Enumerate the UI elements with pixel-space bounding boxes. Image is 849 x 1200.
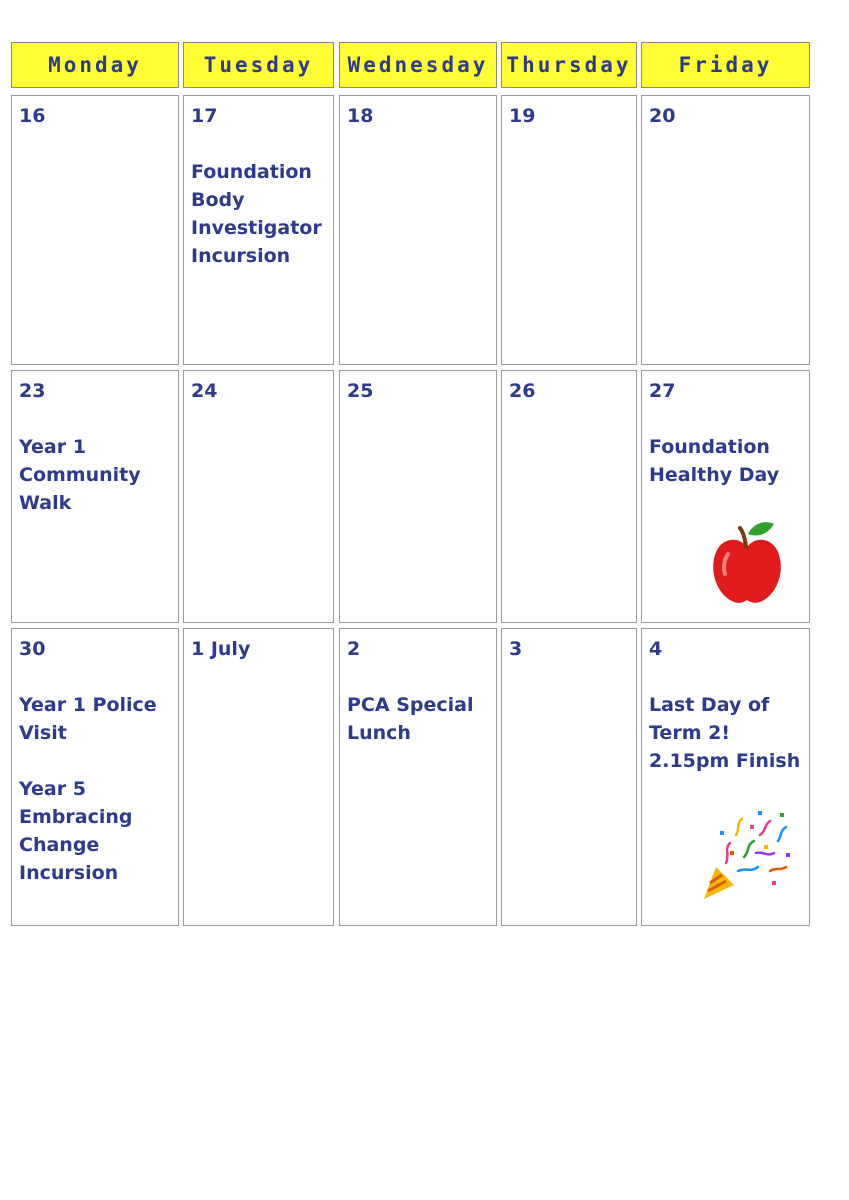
calendar-day-cell — [641, 95, 810, 365]
calendar-day-cell — [501, 370, 637, 623]
day-number: 23 — [19, 380, 46, 402]
event-text: Year 5 Embracing Change Incursion — [19, 778, 133, 884]
weekday-header-tuesday: Tuesday — [183, 42, 334, 88]
day-number: 26 — [509, 380, 536, 402]
calendar-day-cell — [183, 95, 334, 365]
day-number: 1 July — [191, 638, 251, 660]
day-number: 2 — [347, 638, 361, 660]
weekday-header-wednesday: Wednesday — [339, 42, 497, 88]
calendar-day-cell — [183, 370, 334, 623]
calendar-day-cell — [641, 628, 810, 926]
day-number: 16 — [19, 105, 46, 127]
event-text: Year 1 Police Visit — [19, 694, 157, 744]
calendar-day-cell — [183, 628, 334, 926]
calendar-day-cell — [11, 370, 179, 623]
event-text: Last Day of Term 2! 2.15pm Finish — [649, 694, 801, 772]
day-number: 27 — [649, 380, 676, 402]
day-number: 3 — [509, 638, 523, 660]
calendar-day-cell — [11, 628, 179, 926]
event-text: Foundation Healthy Day — [649, 436, 780, 486]
calendar-day-cell — [339, 370, 497, 623]
calendar-day-cell — [501, 95, 637, 365]
day-number: 20 — [649, 105, 676, 127]
calendar-day-cell — [339, 628, 497, 926]
calendar-day-cell — [641, 370, 810, 623]
day-number: 19 — [509, 105, 536, 127]
day-number: 17 — [191, 105, 218, 127]
day-number: 18 — [347, 105, 374, 127]
apple-icon — [708, 516, 786, 606]
day-number: 24 — [191, 380, 218, 402]
calendar-day-cell — [339, 95, 497, 365]
day-number: 30 — [19, 638, 46, 660]
event-text: PCA Special Lunch — [347, 694, 474, 744]
party-popper-icon — [700, 805, 792, 903]
calendar-day-cell — [11, 95, 179, 365]
weekday-header-monday: Monday — [11, 42, 179, 88]
calendar-day-cell — [501, 628, 637, 926]
weekday-header-friday: Friday — [641, 42, 810, 88]
event-text: Year 1 Community Walk — [19, 436, 141, 514]
day-number: 4 — [649, 638, 663, 660]
event-text: Foundation Body Investigator Incursion — [191, 161, 322, 267]
day-number: 25 — [347, 380, 374, 402]
weekday-header-thursday: Thursday — [501, 42, 637, 88]
